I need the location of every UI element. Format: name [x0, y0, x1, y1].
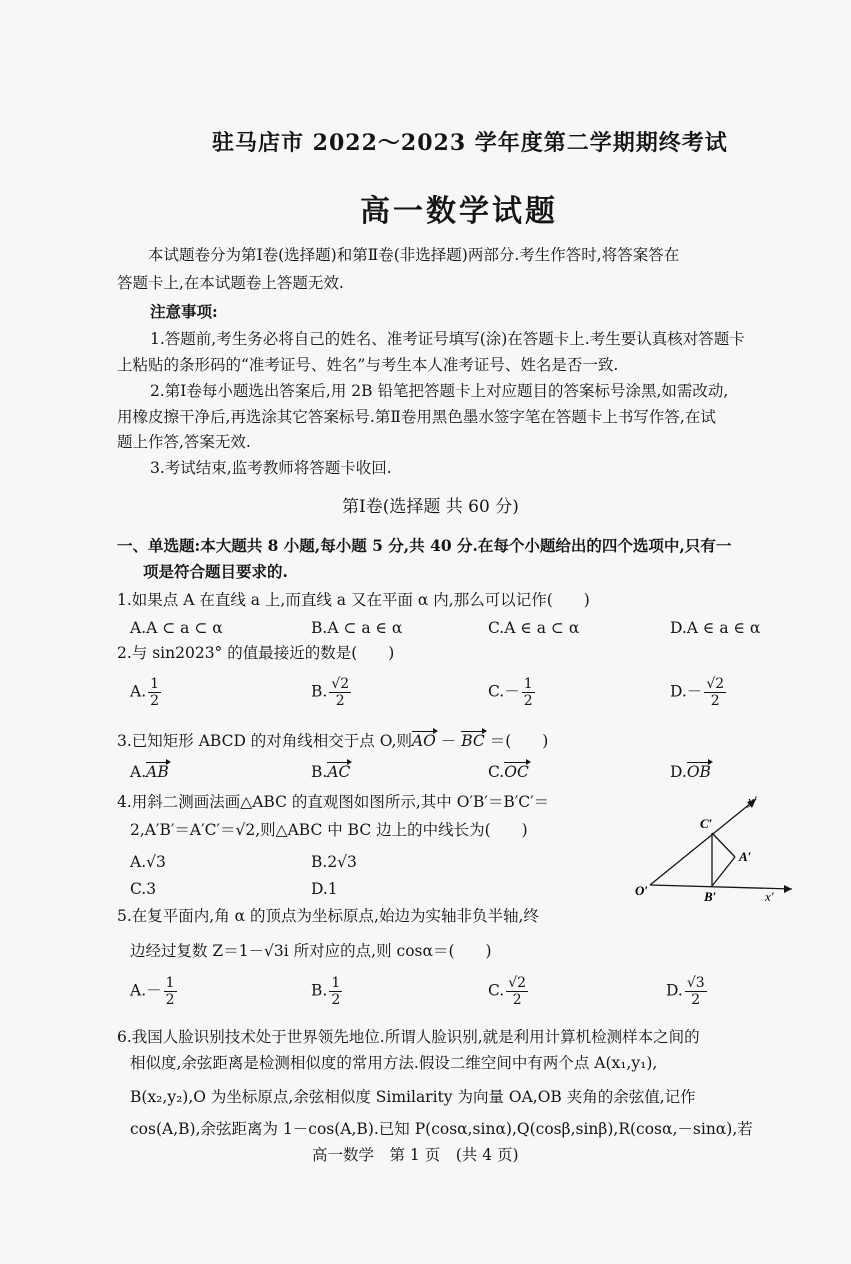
option-label: B. [311, 682, 328, 701]
vector-ao: AO [411, 732, 436, 750]
question-6-line-2: 相似度,余弦距离是检测相似度的常用方法.假设二维空间中有两个点 A(x₁,y₁), [130, 1054, 658, 1072]
vector-ob: OB [686, 763, 711, 781]
question-3-stem: 3.已知矩形 ABCD 的对角线相交于点 O,则AO － BC ＝( ) [117, 732, 549, 750]
label-o: O′ [635, 883, 649, 898]
notice-item-3: 3.考试结束,监考教师将答题卡收回. [150, 459, 392, 477]
question-4-line-1: 4.用斜二测画法画△ABC 的直观图如图所示,其中 O′B′＝B′C′＝ [117, 793, 550, 811]
segment-a-b [712, 857, 735, 886]
question-6-line-4: cos(A,B),余弦距离为 1－cos(A,B).已知 P(cosα,sinα),Q(cosβ,sinβ),R(cosα,－sinα),若 [130, 1120, 753, 1138]
vector-bc: BC [461, 732, 485, 750]
question-4-option-d: D.1 [311, 880, 338, 898]
option-label: A. [130, 682, 147, 701]
y-axis [650, 799, 756, 885]
intro-line-1: 本试题卷分为第Ⅰ卷(选择题)和第Ⅱ卷(非选择题)两部分.考生作答时,将答案答在 [148, 246, 680, 264]
notice-item-2-line-2: 用橡皮擦干净后,再选涂其它答案标号.第Ⅱ卷用黑色墨水签字笔在答题卡上书写作答,在试 [117, 408, 716, 426]
notice-item-2-line-1: 2.第Ⅰ卷每小题选出答案后,用 2B 铅笔把答题卡上对应题目的答案标号涂黑,如需改动, [150, 382, 729, 400]
vector-ab: AB [146, 763, 169, 781]
exam-title: 驻马店市 2022～2023 学年度第二学期期终考试 [212, 130, 728, 156]
question-1-option-c: C.A ∈ a ⊂ α [488, 619, 580, 637]
vector-oc: OC [504, 763, 529, 781]
page-footer: 高一数学 第 1 页 (共 4 页) [312, 1146, 519, 1164]
question-3-option-c: C.OC [488, 763, 529, 781]
paper-subtitle: 高一数学试题 [360, 194, 558, 229]
question-2-option-c: C.－ $\frac{1}{2}$ [488, 676, 533, 709]
question-6-line-1: 6.我国人脸识别技术处于世界领先地位.所谓人脸识别,就是利用计算机检测样本之间的 [117, 1028, 700, 1046]
section-1-heading: 第Ⅰ卷(选择题 共 60 分) [342, 497, 519, 517]
question-2-option-a: A. $\frac{1}{2}$ [130, 676, 160, 709]
oblique-projection-figure [620, 785, 810, 910]
label-b: B′ [704, 889, 717, 904]
question-1-option-a: A.A ⊂ a ⊂ α [130, 619, 223, 637]
notice-item-2-line-3: 题上作答,答案无效. [117, 433, 251, 451]
question-4-option-b: B.2√3 [311, 853, 357, 871]
segment-c-a [712, 833, 735, 857]
option-label: C.－ [488, 682, 520, 701]
question-3-option-d: D.OB [670, 763, 711, 781]
question-6-line-3: B(x₂,y₂),O 为坐标原点,余弦相似度 Similarity 为向量 OA,OB 夹角的余弦值,记作 [130, 1088, 696, 1106]
section-1-instructions-line-1: 一、单选题:本大题共 8 小题,每小题 5 分,共 40 分.在每个小题给出的四个选项中,只有一 [117, 536, 732, 555]
question-1-option-b: B.A ⊂ a ∈ α [311, 619, 403, 637]
notice-heading: 注意事项: [150, 302, 218, 321]
question-5-option-b: B. $\frac{1}{2}$ [311, 975, 341, 1008]
x-axis-arrow [784, 885, 792, 893]
question-5-line-2: 边经过复数 Z＝1－√3i 所对应的点,则 cosα＝( ) [130, 942, 492, 960]
question-5-option-c: C. $\frac{√2}{2}$ [488, 975, 527, 1008]
label-y-axis: y′ [748, 793, 757, 808]
question-1-stem: 1.如果点 A 在直线 a 上,而直线 a 又在平面 α 内,那么可以记作( ) [117, 591, 590, 609]
question-2-stem: 2.与 sin2023° 的值最接近的数是( ) [117, 644, 395, 662]
question-3-option-a: A.AB [130, 763, 169, 781]
intro-line-2: 答题卡上,在本试题卷上答题无效. [117, 274, 344, 292]
question-3-option-b: B.AC [311, 763, 351, 781]
question-1-option-d: D.A ∈ a ∈ α [670, 619, 761, 637]
label-a: A′ [739, 849, 752, 864]
question-2-option-d: D.－ $\frac{√2}{2}$ [670, 676, 725, 709]
label-x-axis: x′ [765, 889, 774, 904]
question-2-option-b: B. $\frac{√2}{2}$ [311, 676, 350, 709]
label-c: C′ [700, 816, 713, 831]
question-4-option-c: C.3 [130, 880, 157, 898]
question-5-option-a: A.－ $\frac{1}{2}$ [130, 975, 175, 1008]
option-label: D.－ [670, 682, 703, 701]
question-5-option-d: D. $\frac{√3}{2}$ [666, 975, 705, 1008]
question-5-line-1: 5.在复平面内,角 α 的顶点为坐标原点,始边为实轴非负半轴,终 [117, 907, 539, 925]
vector-ac: AC [327, 763, 351, 781]
notice-item-1-line-2: 上粘贴的条形码的“准考证号、姓名”与考生本人准考证号、姓名是否一致. [117, 356, 619, 374]
notice-item-1-line-1: 1.答题前,考生务必将自己的姓名、准考证号填写(涂)在答题卡上.考生要认真核对答题卡 [150, 330, 745, 348]
question-4-option-a: A.√3 [130, 853, 166, 871]
question-4-line-2: 2,A′B′＝A′C′＝√2,则△ABC 中 BC 边上的中线长为( ) [130, 821, 528, 839]
section-1-instructions-line-2: 项是符合题目要求的. [143, 562, 288, 581]
